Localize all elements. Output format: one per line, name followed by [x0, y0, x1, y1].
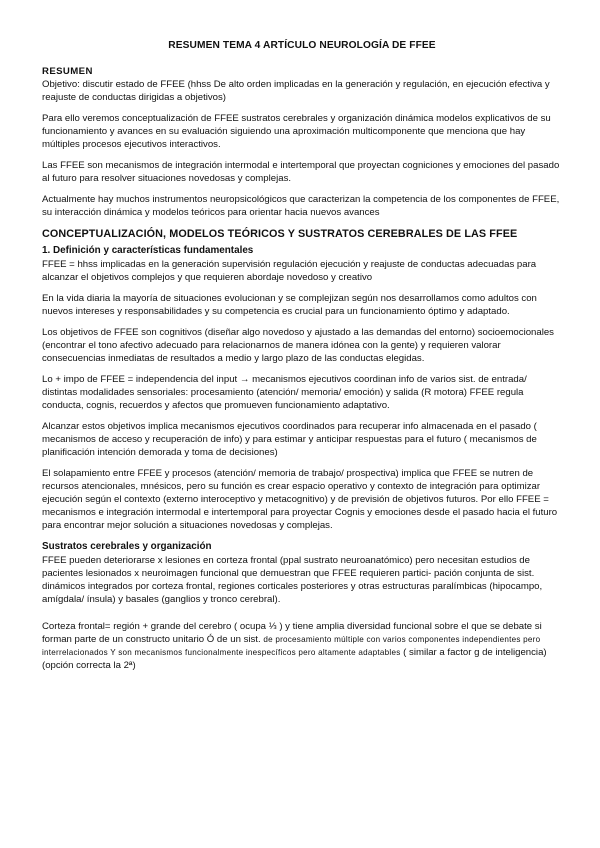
corteza-text-small: de procesamiento múltiple con varios componentes independientes pero interrelacionados Y son mecanismos funcionalmente inespecíficos pero altamente adaptables [42, 635, 541, 657]
corteza-paragraph [42, 620, 562, 672]
definicion-paragraph-4: Lo + impo de FFEE = independencia del input → mecanismos ejecutivos coordinan info de varios sist. de entrada/ distintas modalidades sensoriales: procesamiento (atención/ memoria/ emoción) y salida (R motora) FFEE regula conducta, cognis, recuerdos y afectos que promueven funcionamiento adaptativo. [42, 374, 527, 411]
resumen-paragraph-3: Las FFEE son mecanismos de integración intermodal e intertemporal que proyectan cogniciones y emociones del pasado al futuro para resolver situaciones novedosas y complejas. [42, 160, 560, 184]
definicion-paragraph-6: El solapamiento entre FFEE y procesos (atención/ memoria de trabajo/ prospectiva) implica que FFEE se nutren de recursos atencionales, mnésicos, pero su función es crear espacio operativo y contexto de integración para optimizar ejecución según el contexto (externo interoceptivo y metacognitivo) y de previsión de objetivos futuros. Por ello FFEE = mecanismos e integración intermodal e intertemporal para proyectar Cognis y emociones desde el pasado hacia el futuro para encontrar mejor solución a situaciones novedosas y complejas. [42, 468, 558, 531]
sustratos-paragraph: FFEE pueden deteriorarse x lesiones en corteza frontal (ppal sustrato neuroanatómico) pero necesitan estudios de pacientes lesionados x neuroimagen funcional que demuestran que FFEE requieren partici- pación conjunta de sist. dinámicos integrados por corteza frontal, regiones corticales posteriores y otras estructuras paralímbicas (hipocampo, amígdala/ ínsula) y basales (ganglios y tronco cerebral). [42, 555, 543, 605]
document-title: RESUMEN TEMA 4 ARTÍCULO NEUROLOGÍA DE FFEE [168, 40, 436, 51]
subsection-heading: 1. Definición y características fundamentales [42, 245, 254, 256]
definicion-paragraph-1: FFEE = hhss implicadas en la generación supervisión regulación ejecución y reajuste de conductas adecuadas para alcanzar el objetivos complejos y que requieren abordaje novedoso y creativo [42, 259, 537, 283]
definicion-paragraph-3: Los objetivos de FFEE son cognitivos (diseñar algo novedoso y ajustado a las demandas del entorno) socioemocionales (encontrar el tono afectivo adecuado para relacionarnos de manera idónea con la gente) y requieren valorar consecuencias inmediatas de resultados a medio y largo plazo de las conductas elegidas. [42, 327, 554, 364]
section-heading: CONCEPTUALIZACIÓN, MODELOS TEÓRICOS Y SUSTRATOS CEREBRALES DE LAS FFEE [42, 228, 518, 240]
document-page [42, 40, 562, 680]
definicion-paragraph-5: Alcanzar estos objetivos implica mecanismos ejecutivos coordinados para recuperar info almacenada en el pasado ( mecanismos de acceso y recuperación de info) y para estimar y anticipar respuestas para el futuro ( mecanismos de planificación intención demorada y toma de decisiones) [42, 421, 537, 458]
definicion-paragraph-2: En la vida diaria la mayoría de situaciones evolucionan y se complejizan según nos desarrollamos como adultos con nuevos intereses y responsabilidades y su competencia es crucial para un funcionamiento óptimo y adaptado. [42, 293, 537, 317]
sustratos-heading: Sustratos cerebrales y organización [42, 541, 212, 552]
corteza-text-main: Corteza frontal= región + grande del cerebro ( ocupa ⅓ ) y tiene amplia diversidad funcional sobre el que se debate si forman parte de un constructo unitario Ó de un sist. [42, 621, 542, 645]
resumen-paragraph-4: Actualmente hay muchos instrumentos neuropsicológicos que caracterizan la competencia de los componentes de FFEE, su interacción dinámica y modelos teóricos para orientar hacia nuevos avances [42, 194, 560, 218]
resumen-paragraph-2: Para ello veremos conceptualización de FFEE sustratos cerebrales y organización dinámica modelos explicativos de su funcionamiento y avances en su evaluación siguiendo una aproximación multicomponente que menciona que hay múltiples procesos ejecutivos interactivos. [42, 113, 551, 150]
resumen-heading: RESUMEN [42, 66, 93, 77]
corteza-text-end: ( similar a factor g de inteligencia) (opción correcta la 2ª) [42, 647, 547, 671]
resumen-paragraph-1: Objetivo: discutir estado de FFEE (hhss De alto orden implicadas en la generación y regulación, en ejecución efectiva y reajuste de conductas dirigidas a objetivos) [42, 79, 550, 103]
